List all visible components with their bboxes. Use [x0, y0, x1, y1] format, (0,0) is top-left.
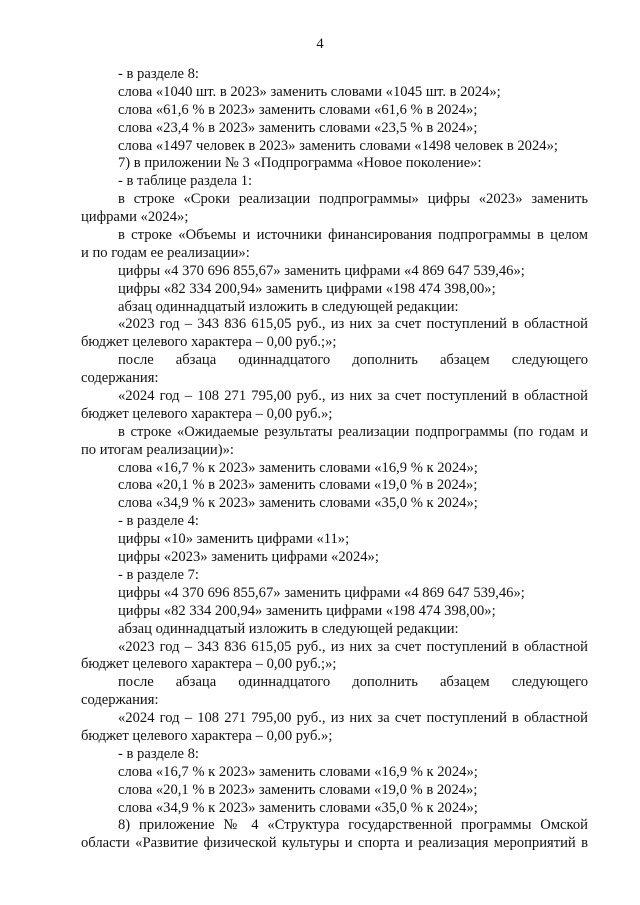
text-line: слова «1040 шт. в 2023» заменить словами «1045 шт. в 2024»;: [118, 83, 501, 100]
text-line: в строке «Ожидаемые результаты реализации подпрограммы (по годам и: [118, 423, 588, 440]
text-line: бюджет целевого характера – 0,00 руб.»;: [81, 727, 333, 744]
text-line: содержания:: [81, 370, 159, 387]
text-line: слова «34,9 % к 2023» заменить словами «35,0 % к 2024»;: [118, 799, 478, 816]
text-line: в строке «Объемы и источники финансирования подпрограммы в целом: [118, 227, 588, 244]
text-line: цифры «4 370 696 855,67» заменить цифрами «4 869 647 539,46»;: [118, 262, 525, 279]
text-line: - в разделе 8:: [118, 66, 199, 82]
text-line: - в разделе 8:: [118, 745, 199, 762]
text-line: цифры «82 334 200,94» заменить цифрами «198 474 398,00»;: [118, 602, 496, 619]
document-body: [81, 66, 588, 853]
text-line: по итогам реализации)»:: [81, 441, 234, 458]
text-line: цифры «2023» заменить цифрами «2024»;: [118, 549, 379, 566]
text-line: «2024 год – 108 271 795,00 руб., из них за счет поступлений в областной: [118, 710, 588, 727]
text-line: области «Развитие физической культуры и спорта и реализация мероприятий в: [81, 835, 588, 852]
text-line: бюджет целевого характера – 0,00 руб.;»;: [81, 656, 337, 673]
text-line: бюджет целевого характера – 0,00 руб.»;: [81, 405, 333, 422]
text-line: 8) приложение № 4 «Структура государственной программы Омской: [118, 817, 588, 834]
page-number: 4: [316, 36, 324, 52]
text-line: 7) в приложении № 3 «Подпрограмма «Новое поколение»:: [118, 155, 482, 172]
text-line: слова «20,1 % в 2023» заменить словами «19,0 % в 2024»;: [118, 781, 478, 798]
text-line: после абзаца одиннадцатого дополнить абзацем следующего: [118, 674, 588, 691]
text-line: цифры «82 334 200,94» заменить цифрами «198 474 398,00»;: [118, 280, 496, 297]
text-line: цифры «4 370 696 855,67» заменить цифрами «4 869 647 539,46»;: [118, 584, 525, 601]
text-line: содержания:: [81, 692, 159, 709]
text-line: - в разделе 4:: [118, 513, 199, 530]
text-line: в строке «Сроки реализации подпрограммы» цифры «2023» заменить: [118, 191, 588, 208]
text-line: цифры «10» заменить цифрами «11»;: [118, 531, 350, 548]
text-line: и по годам ее реализации»:: [81, 244, 250, 261]
text-line: слова «16,7 % к 2023» заменить словами «16,9 % к 2024»;: [118, 459, 478, 476]
text-line: абзац одиннадцатый изложить в следующей редакции:: [118, 620, 459, 637]
text-line: после абзаца одиннадцатого дополнить абзацем следующего: [118, 352, 588, 369]
text-line: абзац одиннадцатый изложить в следующей редакции:: [118, 298, 459, 315]
text-line: «2023 год – 343 836 615,05 руб., из них за счет поступлений в областной: [118, 316, 588, 333]
text-line: цифрами «2024»;: [81, 209, 189, 226]
text-line: бюджет целевого характера – 0,00 руб.;»;: [81, 334, 337, 351]
text-line: слова «16,7 % к 2023» заменить словами «16,9 % к 2024»;: [118, 763, 478, 780]
text-line: «2023 год – 343 836 615,05 руб., из них за счет поступлений в областной: [118, 638, 588, 655]
text-line: слова «34,9 % к 2023» заменить словами «35,0 % к 2024»;: [118, 495, 478, 512]
text-line: - в таблице раздела 1:: [118, 173, 253, 190]
text-line: - в разделе 7:: [118, 566, 199, 583]
text-line: слова «1497 человек в 2023» заменить словами «1498 человек в 2024»;: [118, 137, 558, 154]
text-line: «2024 год – 108 271 795,00 руб., из них за счет поступлений в областной: [118, 388, 588, 405]
text-line: слова «61,6 % в 2023» заменить словами «61,6 % в 2024»;: [118, 101, 478, 118]
text-line: слова «23,4 % в 2023» заменить словами «23,5 % в 2024»;: [118, 119, 478, 136]
text-line: слова «20,1 % в 2023» заменить словами «19,0 % в 2024»;: [118, 477, 478, 494]
